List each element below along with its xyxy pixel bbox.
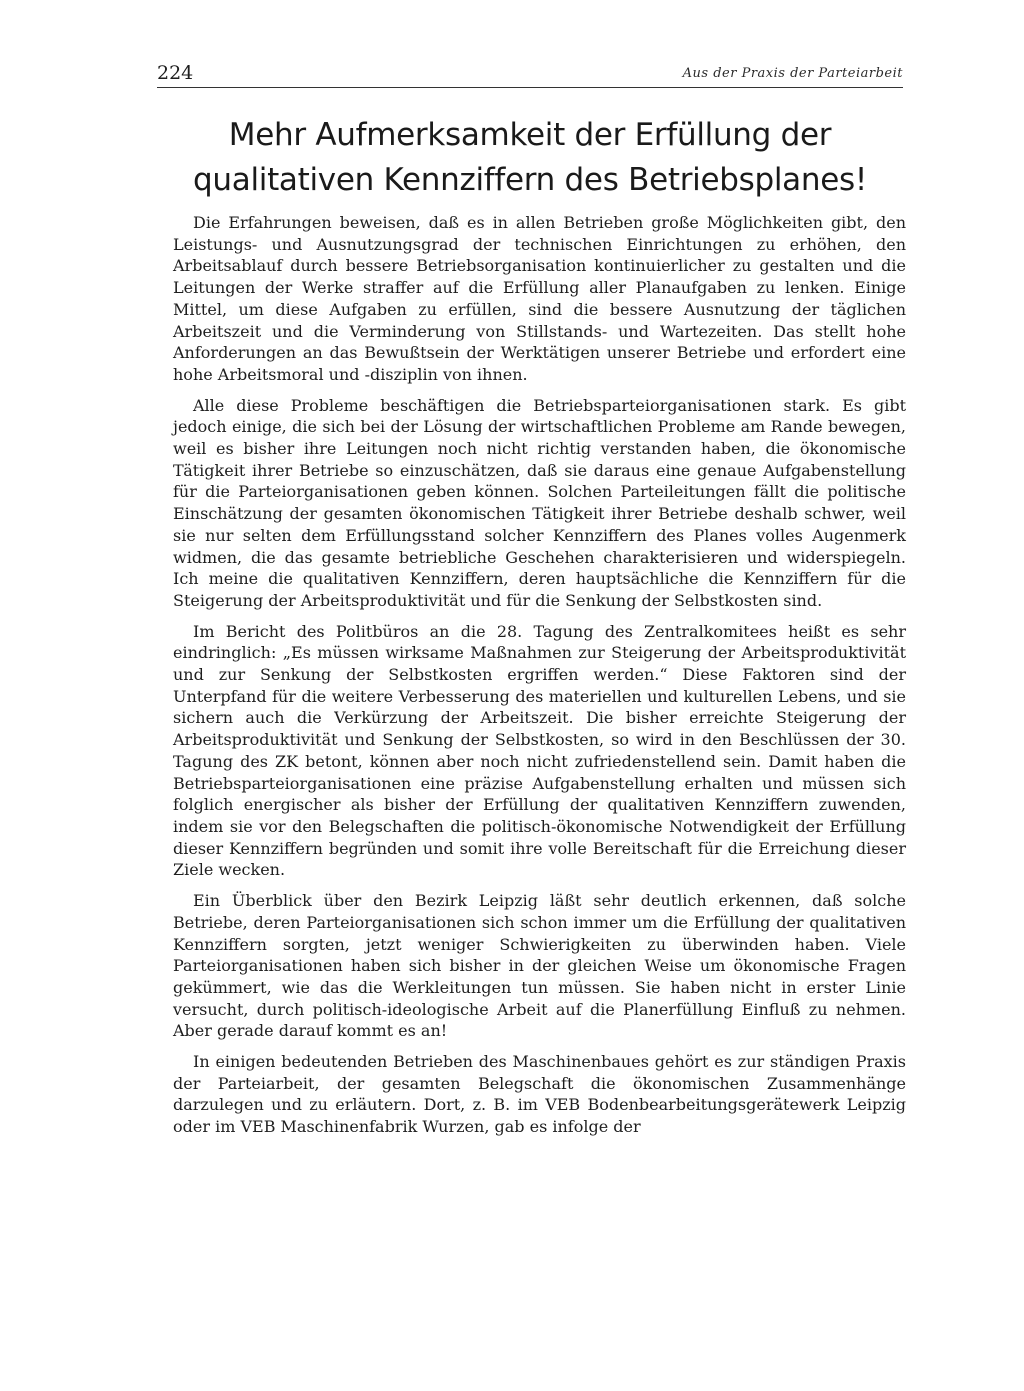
page-header (157, 60, 903, 88)
paragraph: Die Erfahrungen beweisen, daß es in allen Betrieben große Möglichkeiten gibt, den Leistungs- und Ausnutzungsgrad der technischen Einrichtungen zu erhöhen, den Arbeitsablauf durch bessere Betriebsorganisation kontinuierlicher zu gestalten und die Leitungen der Werke straffer auf die Erfüllung aller Planaufgaben zu lenken. Einige Mittel, um diese Aufgaben zu erfüllen, sind die bessere Ausnutzung der täglichen Arbeitszeit und die Verminderung von Stillstands- und Wartezeiten. Das stellt hohe Anforderungen an das Bewußtsein der Werktätigen unserer Betriebe und erfordert eine hohe Arbeitsmoral und -disziplin von ihnen. (173, 213, 906, 384)
paragraph: Im Bericht des Politbüros an die 28. Tagung des Zentralkomitees heißt es sehr eindringlich: „Es müssen wirksame Maßnahmen zur Steigerung der Arbeitsproduktivität und zur Senkung der Selbstkosten ergriffen werden.“ Diese Faktoren sind der Unterpfand für die weitere Verbesserung des materiellen und kulturellen Lebens, und sie sichern auch die Verkürzung der Arbeitszeit. Die bisher erreichte Steigerung der Arbeitsproduktivität und Senkung der Selbstkosten, so wird in den Beschlüssen der 30. Tagung des ZK betont, können aber noch nicht zufriedenstellend sein. Damit haben die Betriebsparteiorganisationen eine präzise Aufgabenstellung erhalten und müssen sich folglich energischer als bisher der Erfüllung der qualitativen Kennziffern zuwenden, indem sie vor den Belegschaften die politisch-ökonomische Notwendigkeit der Erfüllung dieser Kennziffern begründen und somit ihre volle Bereitschaft für die Erreichung dieser Ziele wecken. (173, 621, 906, 880)
paragraph: Ein Überblick über den Bezirk Leipzig läßt sehr deutlich erkennen, daß solche Betriebe, deren Parteiorganisationen sich schon immer um die Erfüllung der qualitativen Kennziffern sorgten, jetzt weniger Schwierigkeiten zu überwinden haben. Viele Parteiorganisationen haben sich bisher in der gleichen Weise um ökonomische Fragen gekümmert, wie das die Werkleitungen tun müssen. Sie haben nicht in erster Linie versucht, durch politisch-ideologische Arbeit auf die Planerfüllung Einfluß zu nehmen. Aber gerade darauf kommt es an! (173, 891, 906, 1041)
article-body (173, 212, 906, 1138)
paragraph: In einigen bedeutenden Betrieben des Maschinenbaues gehört es zur ständigen Praxis der Parteiarbeit, der gesamten Belegschaft die ökonomischen Zusammenhänge darzulegen und zu erläutern. Dort, z. B. im VEB Bodenbearbeitungsgerätewerk Leipzig oder im VEB Maschinenfabrik Wurzen, gab es infolge der (173, 1052, 906, 1137)
page-number: 224 (157, 62, 194, 84)
article-title: Mehr Aufmerksamkeit der Erfüllung der qualitativen Kennziffern des Betriebsplanes! (193, 117, 867, 198)
header-rule (157, 87, 903, 88)
paragraph: Alle diese Probleme beschäftigen die Betriebsparteiorganisationen stark. Es gibt jedoch einige, die sich bei der Lösung der wirtschaftlichen Probleme am Rande bewegen, weil es bisher ihre Leitungen noch nicht richtig verstanden haben, die ökonomische Tätigkeit ihrer Betriebe so einzuschätzen, daß sie daraus eine genaue Aufgabenstellung für die Parteiorganisationen geben können. Solchen Parteileitungen fällt die politische Einschätzung der gesamten ökonomischen Tätigkeit ihrer Betriebe deshalb schwer, weil sie nur selten dem Erfüllungsstand solcher Kennziffern des Planes volles Augenmerk widmen, die das gesamte betriebliche Geschehen charakterisieren und widerspiegeln. Ich meine die qualitativen Kennziffern, deren hauptsächliche die Kennziffern für die Steigerung der Arbeitsproduktivität und für die Senkung der Selbstkosten sind. (173, 395, 906, 610)
running-head: Aus der Praxis der Parteiarbeit (682, 66, 903, 81)
